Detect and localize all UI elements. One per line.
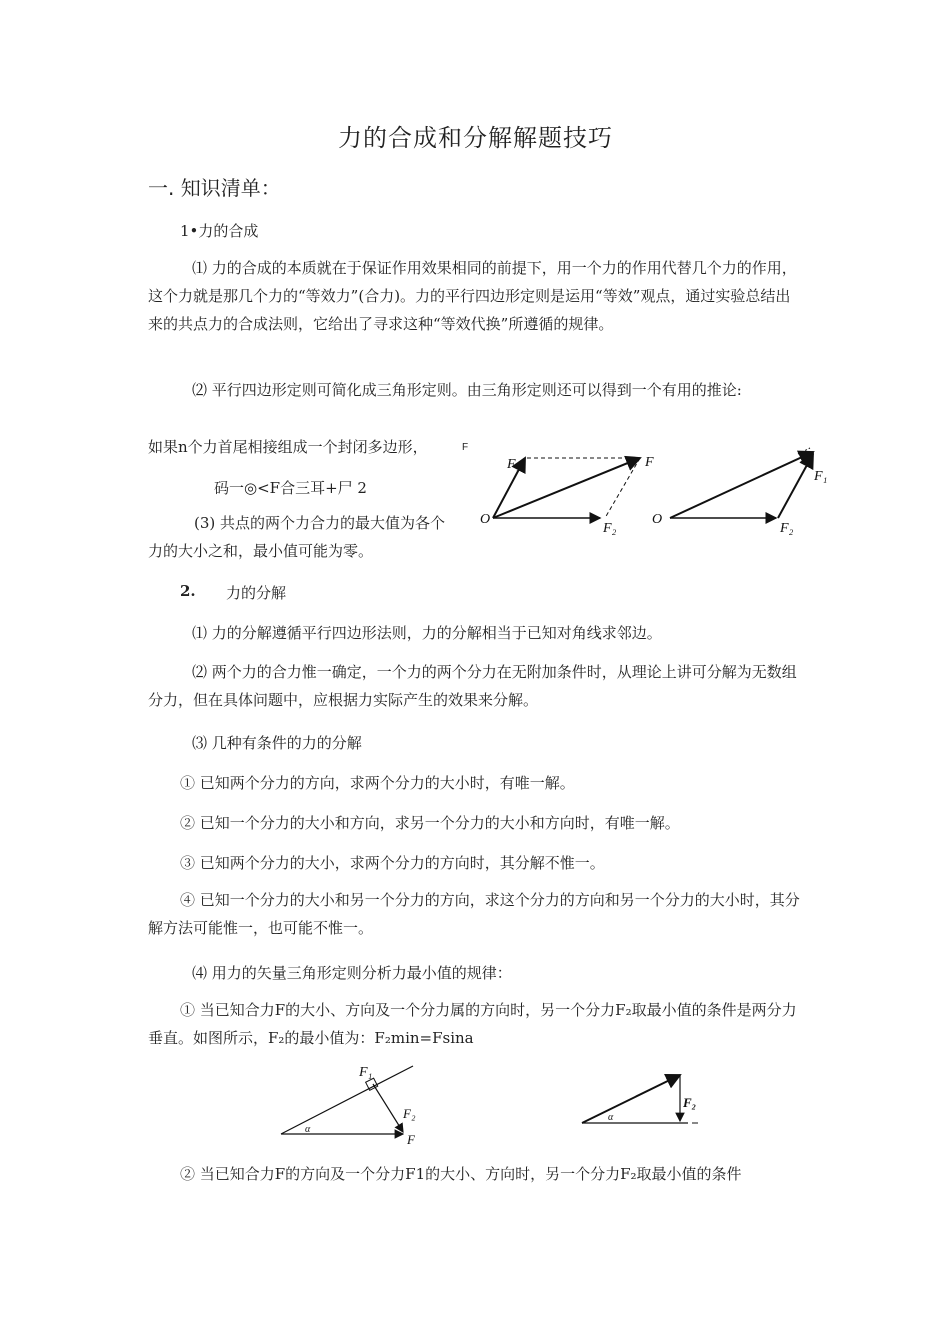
min-force-figure-1 (275, 1060, 435, 1145)
label-f2: F₂ (683, 1095, 697, 1110)
paragraph-max-resultant: (3) 共点的两个力合力的最大值为各个 (194, 514, 446, 532)
paragraph-decomposition-rule: ⑴ 力的分解遵循平行四边形法则，力的分解相当于已知对角线求邻边。 (192, 624, 662, 642)
dashed-edge-right (605, 458, 640, 518)
label-f2: F₂ (403, 1106, 416, 1121)
dotted-mark (798, 448, 810, 454)
subheading-force-composition: 1•力的合成 (180, 222, 259, 240)
label-f: F (407, 1132, 415, 1145)
label-alpha: α (608, 1112, 614, 1123)
label-o: O (652, 512, 663, 527)
label-f2: F₂ (780, 521, 794, 536)
stray-f-label: F (462, 442, 469, 453)
f1-direction-line (281, 1066, 413, 1134)
label-o: O (480, 512, 491, 527)
paragraph-unique-resultant: ⑵ 两个力的合力惟一确定，一个力的两个分力在无附加条件时，从理论上讲可分解为无数组分力，但在具体问题中，应根据力实际产生的效果来分解。 (148, 663, 797, 709)
min-force-figure-2 (578, 1065, 708, 1135)
label-f1: F₁ (814, 469, 828, 484)
f2-vector (373, 1084, 403, 1132)
f1-vector (778, 454, 813, 518)
paragraph-composition-essence: ⑴ 力的合成的本质就在于保证作用效果相同的前提下，用一个力的作用代替几个力的作用，这个力就是那几个力的“等效力”(合力)。力的平行四边形定则是运用“等效”观点，通过实验总结出来的共点力的合成法则，它给出了寻求这种“等效代换”所遵循的规律。 (148, 259, 797, 333)
label-f: F (645, 455, 654, 470)
list-item-1: ① 已知两个分力的方向，求两个分力的大小时，有唯一解。 (180, 774, 575, 792)
paragraph-min-value-rule: ⑷ 用力的矢量三角形定则分析力最小值的规律： (192, 964, 512, 982)
label-f1: F₁ (507, 457, 521, 472)
paragraph-max-resultant-cont: 力的大小之和，最小值可能为零。 (148, 542, 374, 560)
formula-line: 码一◎<F合三耳+尸 2 (214, 479, 367, 497)
page-title: 力的合成和分解解题技巧 (338, 124, 613, 152)
label-alpha: α (305, 1124, 311, 1135)
subheading-force-decomposition: 力的分解 (226, 584, 287, 602)
section-number-2: 2. (180, 582, 196, 600)
resultant-vector (670, 452, 813, 518)
parallelogram-figure (475, 440, 675, 540)
label-f1: F₁ (359, 1065, 373, 1080)
paragraph-min-condition-2: ② 当已知合力F的方向及一个分力F1的大小、方向时，另一个分力F₂取最小值的条件 (180, 1165, 742, 1183)
paragraph-min-condition-1: ① 当已知合力F的大小、方向及一个分力属的方向时，另一个分力F₂取最小值的条件是两分力垂直。如图所示，F₂的最小值为：F₂min=Fsina (148, 1001, 797, 1047)
list-item-2: ② 已知一个分力的大小和方向，求另一个分力的大小和方向时，有唯一解。 (180, 814, 680, 832)
paragraph-triangle-rule: ⑵ 平行四边形定则可简化成三角形定则。由三角形定则还可以得到一个有用的推论: (192, 381, 742, 399)
paragraph-closed-polygon: 如果n个力首尾相接组成一个封闭多边形， (148, 438, 428, 456)
paragraph-conditional-decomposition: ⑶ 几种有条件的力的分解 (192, 734, 362, 752)
label-f2: F₂ (603, 521, 617, 536)
resultant-vector (582, 1075, 680, 1123)
list-item-4: ④ 已知一个分力的大小和另一个分力的方向，求这个分力的方向和另一个分力的大小时，其分解方法可能惟一，也可能不惟一。 (148, 891, 800, 937)
triangle-figure (648, 440, 838, 540)
list-item-3: ③ 已知两个分力的大小，求两个分力的方向时，其分解不惟一。 (180, 854, 605, 872)
section-heading-1: 一. 知识清单： (148, 176, 281, 200)
